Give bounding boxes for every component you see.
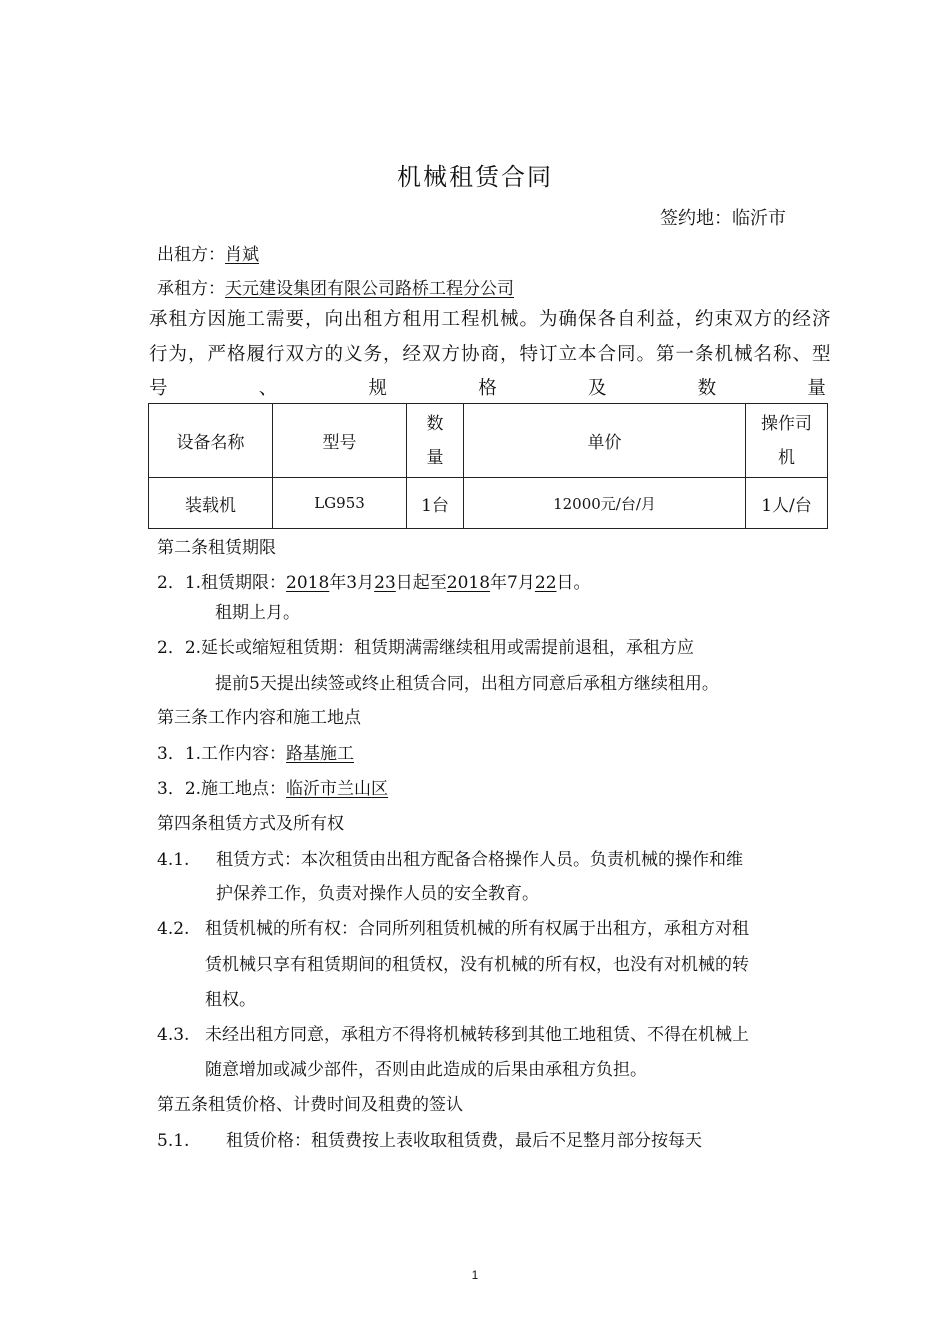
intro-char: 数 xyxy=(697,378,718,399)
article-4-2-number: 4.2. xyxy=(157,919,190,939)
article-2-1: 2．1.租赁期限：2018年3月23日起至2018年7月22日。 xyxy=(157,573,591,593)
intro-char: 量 xyxy=(807,378,827,399)
article-4-3-line-2: 随意增加或减少部件，否则由此造成的后果由承租方负担。 xyxy=(205,1060,647,1080)
article-4-3-line-1: 未经出租方同意，承租方不得将机械转移到其他工地租赁、不得在机械上 xyxy=(205,1025,749,1045)
article-2-heading: 第二条租赁期限 xyxy=(157,538,276,558)
article-5-heading: 第五条租赁价格、计费时间及租费的签认 xyxy=(157,1095,463,1115)
article-3-1: 3．1.工作内容：路基施工 xyxy=(157,744,355,764)
cell-quantity: 1台 xyxy=(407,478,464,529)
intro-char: 规 xyxy=(368,378,388,399)
cell-unit-price: 12000元/台/月 xyxy=(464,478,746,529)
lessor-name: 肖斌 xyxy=(225,245,259,265)
header-operator: 操作司 机 xyxy=(746,404,828,478)
article-4-2-line-2: 赁机械只享有租赁期间的租赁权，没有机械的所有权，也没有对机械的转 xyxy=(205,955,749,975)
intro-char: 号 xyxy=(149,378,169,399)
lessor-line xyxy=(157,245,259,265)
article-4-1-line-1: 租赁方式：本次租赁由出租方配备合格操作人员。负责机械的操作和维 xyxy=(216,850,743,870)
article-4-1-number: 4.1. xyxy=(157,850,190,870)
equipment-table xyxy=(148,403,828,529)
article-3-2: 3．2.施工地点：临沂市兰山区 xyxy=(157,779,389,799)
intro-line-3 xyxy=(149,378,827,400)
page-title: 机械租赁合同 xyxy=(397,163,553,191)
intro-line-2: 行为，严格履行双方的义务，经双方协商，特订立本合同。第一条机械名称、型 xyxy=(149,344,832,365)
lessee-label: 承租方： xyxy=(157,279,225,299)
article-4-2-line-3: 租权。 xyxy=(205,990,256,1010)
cell-operator: 1人/台 xyxy=(746,478,828,529)
article-5-1-line-1: 租赁价格：租赁费按上表收取租赁费，最后不足整月部分按每天 xyxy=(226,1131,702,1151)
article-4-3-number: 4.3. xyxy=(157,1025,190,1045)
header-unit-price: 单价 xyxy=(464,404,746,478)
sign-place: 签约地：临沂市 xyxy=(660,208,786,229)
intro-char: 及 xyxy=(587,378,608,399)
page-number: 1 xyxy=(471,1268,479,1282)
header-quantity: 数 量 xyxy=(407,404,464,478)
article-4-heading: 第四条租赁方式及所有权 xyxy=(157,814,344,834)
article-2-2-sub: 提前5天提出续签或终止租赁合同，出租方同意后承租方继续租用。 xyxy=(215,674,719,694)
lessor-label: 出租方： xyxy=(157,245,225,265)
table-header-row xyxy=(149,404,828,478)
cell-model: LG953 xyxy=(273,478,407,529)
lessee-name: 天元建设集团有限公司路桥工程分公司 xyxy=(225,279,514,299)
article-3-heading: 第三条工作内容和施工地点 xyxy=(157,708,361,728)
intro-line-1: 承租方因施工需要，向出租方租用工程机械。为确保各自利益，约束双方的经济 xyxy=(149,309,832,330)
header-equipment-name: 设备名称 xyxy=(149,404,273,478)
header-model: 型号 xyxy=(273,404,407,478)
article-2-1-sub: 租期上月。 xyxy=(215,603,300,623)
lessee-line xyxy=(157,279,514,299)
article-4-1-line-2: 护保养工作，负责对操作人员的安全教育。 xyxy=(216,884,539,904)
article-5-1-number: 5.1. xyxy=(157,1131,190,1151)
table-row xyxy=(149,478,828,529)
article-2-2: 2．2.延长或缩短租赁期：租赁期满需继续租用或需提前退租，承租方应 xyxy=(157,638,695,658)
intro-char: 格 xyxy=(478,378,498,399)
cell-equipment-name: 装载机 xyxy=(149,478,273,529)
intro-char: 、 xyxy=(258,378,279,399)
article-4-2-line-1: 租赁机械的所有权：合同所列租赁机械的所有权属于出租方，承租方对租 xyxy=(205,919,749,939)
